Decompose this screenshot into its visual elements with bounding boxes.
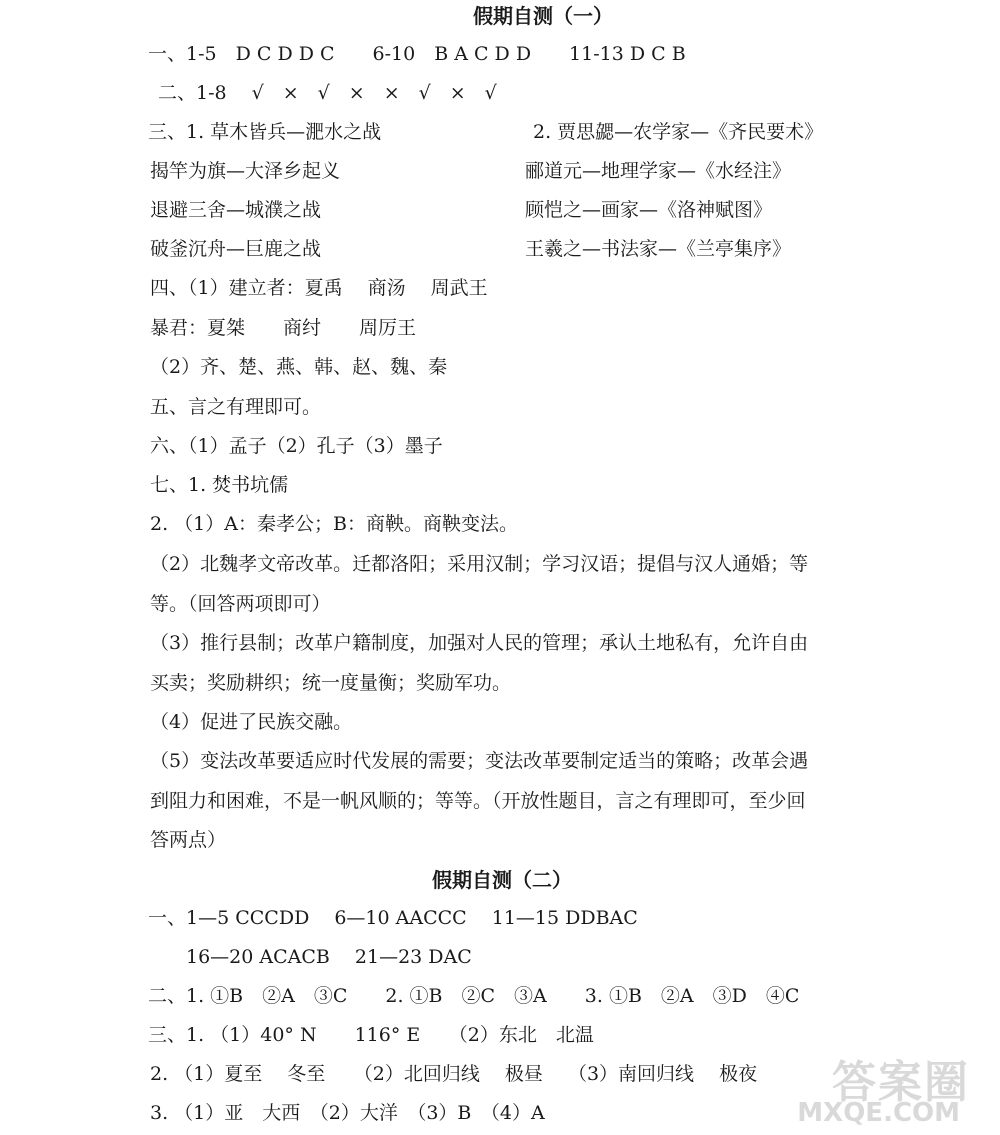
test2-q3-3: 3. （1）亚 大西 （2）大洋 （3）B （4）A xyxy=(150,1102,545,1124)
test1-match-left-1: 三、1. 草木皆兵—淝水之战 xyxy=(148,121,382,143)
test1-q7-2-3a: （3）推行县制；改革户籍制度，加强对人民的管理；承认土地私有，允许自由 xyxy=(150,632,809,654)
test1-match-right-2: 郦道元—地理学家—《水经注》 xyxy=(525,160,792,182)
test1-q7-2-5c: 答两点） xyxy=(150,829,227,851)
test1-q7-2-2b: 等。（回答两项即可） xyxy=(150,593,331,615)
test1-q4-founders: 四、（1）建立者：夏禹 商汤 周武王 xyxy=(150,277,488,299)
test1-q5: 五、言之有理即可。 xyxy=(150,396,322,418)
watermark-logo: 答案圈 xyxy=(832,1057,970,1108)
test1-match-right-1: 2. 贾思勰—农学家—《齐民要术》 xyxy=(533,121,824,143)
test1-q4-states: （2）齐、楚、燕、韩、赵、魏、秦 xyxy=(150,356,448,378)
test1-q6: 六、（1）孟子（2）孔子（3）墨子 xyxy=(150,435,443,457)
test1-q7-2-4: （4）促进了民族交融。 xyxy=(150,711,353,733)
test1-match-left-2: 揭竿为旗—大泽乡起义 xyxy=(150,160,341,182)
test2-choice-answers-2: 16—20 ACACB 21—23 DAC xyxy=(186,946,472,968)
test1-q7-1: 七、1. 焚书坑儒 xyxy=(150,474,289,496)
test1-q7-2-1: 2. （1）A：秦孝公；B：商鞅。商鞅变法。 xyxy=(150,513,518,535)
test2-choice-answers-1: 一、1—5 CCCDD 6—10 AACCC 11—15 DDBAC xyxy=(148,907,638,929)
test2-q3-2: 2. （1）夏至 冬至 （2）北回归线 极昼 （3）南回归线 极夜 xyxy=(150,1063,758,1085)
test1-q7-2-3b: 买卖；奖励耕织；统一度量衡；奖励军功。 xyxy=(150,672,512,694)
watermark-url: MXQE.COM xyxy=(797,1098,960,1128)
test1-q7-2-2a: （2）北魏孝文帝改革。迁都洛阳；采用汉制；学习汉语；提倡与汉人通婚；等 xyxy=(150,553,809,575)
test1-match-right-3: 顾恺之—画家—《洛神赋图》 xyxy=(525,199,773,221)
test1-q7-2-5b: 到阻力和困难，不是一帆风顺的；等等。（开放性题目，言之有理即可，至少回 xyxy=(150,790,806,812)
test1-judge-answers: 二、1-8 √ × √ × × √ × √ xyxy=(158,82,497,104)
test1-choice-answers: 一、1-5 D C D D C 6-10 B A C D D 11-13 D C B xyxy=(148,43,686,65)
test1-q7-2-5a: （5）变法改革要适应时代发展的需要；变法改革要制定适当的策略；改革会遇 xyxy=(150,750,809,772)
test1-q4-tyrants: 暴君：夏桀 商纣 周厉王 xyxy=(150,317,417,339)
test2-q2: 二、1. ①B ②A ③C 2. ①B ②C ③A 3. ①B ②A ③D ④C xyxy=(148,985,800,1007)
test1-match-right-4: 王羲之—书法家—《兰亭集序》 xyxy=(525,238,792,260)
test2-title: 假期自测（二） xyxy=(432,868,572,892)
test1-match-left-4: 破釜沉舟—巨鹿之战 xyxy=(150,238,322,260)
test1-match-left-3: 退避三舍—城濮之战 xyxy=(150,199,322,221)
test1-title: 假期自测（一） xyxy=(473,4,613,28)
test2-q3-1: 三、1. （1）40° N 116° E （2）东北 北温 xyxy=(148,1024,594,1046)
